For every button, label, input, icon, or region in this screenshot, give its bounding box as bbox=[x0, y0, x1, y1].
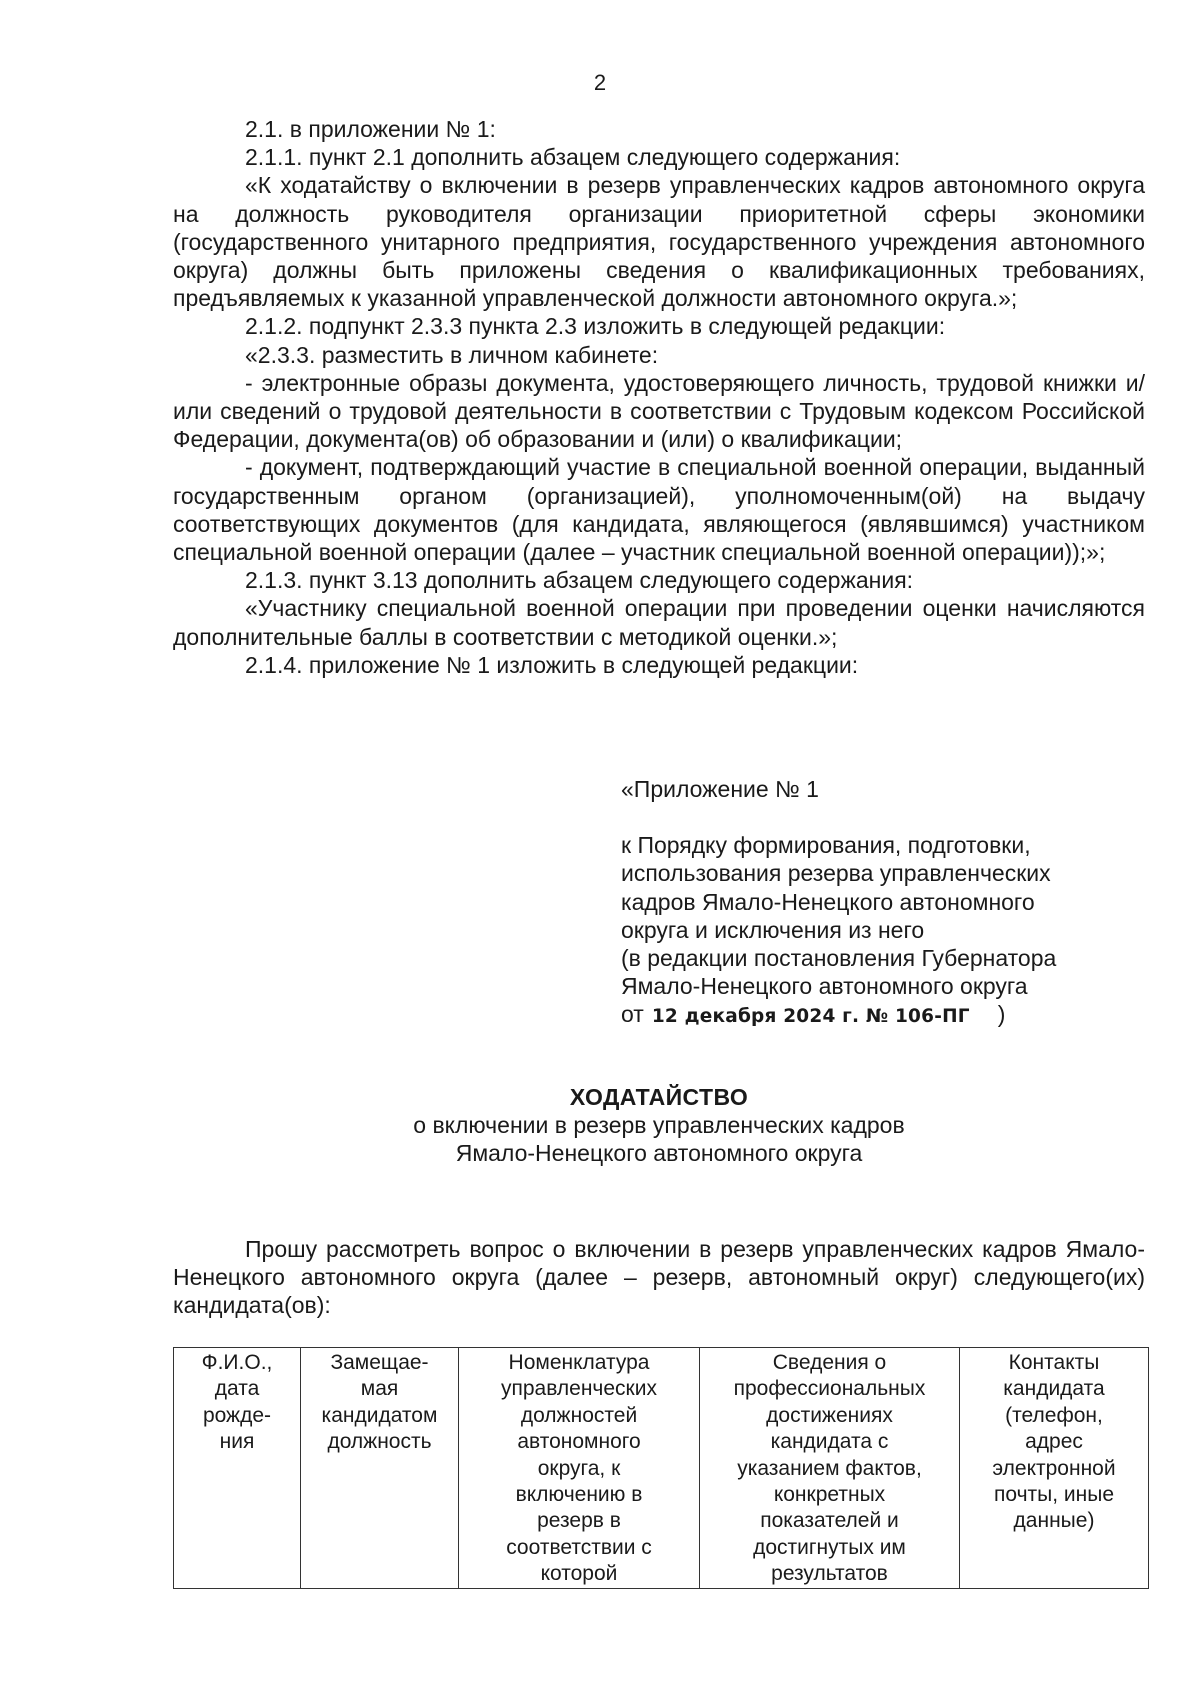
paragraph-bullet-documents: - электронные образы документа, удостоверяющего личность, трудовой книжки и/или сведений о трудовой деятельности в соответствии с Трудовым кодексом Российской Федерации, документа(ов) об образовании и (или) о квалификации; bbox=[173, 369, 1145, 453]
amendment-text bbox=[173, 115, 1145, 679]
paragraph-bullet-svo: - документ, подтверждающий участие в специальной военной операции, выданный государственным органом (организацией), уполномоченным(ой) на выдачу соответствующих документов (для кандидата, являющегося (являвшимся) участником специальной военной операции (далее – участник специальной военной операции));»; bbox=[173, 454, 1145, 566]
appendix-line: (в редакции постановления Губернатора bbox=[621, 945, 1057, 972]
paragraph-2-1: 2.1. в приложении № 1: bbox=[245, 116, 496, 142]
petition-heading bbox=[173, 1083, 1145, 1168]
candidates-table bbox=[173, 1347, 1149, 1589]
header-cell-position: Замещае- мая кандидатом должность bbox=[301, 1348, 459, 1589]
appendix-date-suffix: ) bbox=[997, 1001, 1006, 1028]
appendix-line: кадров Ямало-Ненецкого автономного bbox=[621, 888, 1035, 915]
page-number: 2 bbox=[593, 70, 607, 95]
appendix-date-prefix: от bbox=[621, 1001, 644, 1028]
appendix-date-line bbox=[621, 1000, 1161, 1031]
appendix-line: Ямало-Ненецкого автономного округа bbox=[621, 973, 1028, 1000]
petition-subtitle-line-1: о включении в резерв управленческих кадров bbox=[413, 1112, 905, 1139]
header-cell-achievements: Сведения о профессиональных достижениях кандидата с указанием фактов, конкретных показателей и достигнутых им результатов bbox=[700, 1348, 960, 1589]
header-cell-contacts: Контакты кандидата (телефон, адрес электронной почты, иные данные) bbox=[960, 1348, 1149, 1589]
paragraph-2-1-1: 2.1.1. пункт 2.1 дополнить абзацем следующего содержания: bbox=[245, 144, 901, 171]
paragraph-2-1-3: 2.1.3. пункт 3.13 дополнить абзацем следующего содержания: bbox=[245, 567, 914, 594]
paragraph-2-1-3-quote: «Участнику специальной военной операции при проведении оценки начисляются дополнительные баллы в соответствии с методикой оценки.»; bbox=[173, 595, 1145, 650]
petition-title: ХОДАТАЙСТВО bbox=[569, 1084, 749, 1110]
decree-date-stamp: 12 декабря 2024 г. № 106-ПГ bbox=[651, 1006, 970, 1028]
header-cell-fio: Ф.И.О., дата рожде- ния bbox=[174, 1348, 301, 1589]
appendix-title: «Приложение № 1 bbox=[621, 776, 819, 802]
appendix-header bbox=[621, 775, 1161, 1032]
petition-subtitle-line-2: Ямало-Ненецкого автономного округа bbox=[455, 1140, 863, 1167]
paragraph-2-1-2: 2.1.2. подпункт 2.3.3 пункта 2.3 изложить в следующей редакции: bbox=[245, 313, 946, 340]
appendix-line: к Порядку формирования, подготовки, bbox=[621, 832, 1031, 859]
paragraph-2-1-4: 2.1.4. приложение № 1 изложить в следующей редакции: bbox=[245, 651, 859, 678]
header-cell-nomenclature: Номенклатура управленческих должностей автономного округа, к включению в резерв в соответствии с которой bbox=[459, 1348, 700, 1589]
request-text: Прошу рассмотреть вопрос о включении в резерв управленческих кадров Ямало-Ненецкого автономного округа (далее – резерв, автономный округ) следующего(их) кандидата(ов): bbox=[173, 1236, 1145, 1319]
paragraph-2-3-3: «2.3.3. разместить в личном кабинете: bbox=[245, 341, 659, 368]
appendix-line: использования резерва управленческих bbox=[621, 860, 1051, 887]
table-header-row bbox=[174, 1348, 1149, 1589]
appendix-line: округа и исключения из него bbox=[621, 916, 925, 943]
paragraph-2-1-1-quote: «К ходатайству о включении в резерв управленческих кадров автономного округа на должность руководителя организации приоритетной сферы экономики (государственного унитарного предприятия, государственного учреждения автономного округа) должны быть приложены сведения о квалификационных требованиях, предъявляемых к указанной управленческой должности автономного округа.»; bbox=[173, 172, 1145, 312]
request-text-block bbox=[173, 1235, 1145, 1320]
